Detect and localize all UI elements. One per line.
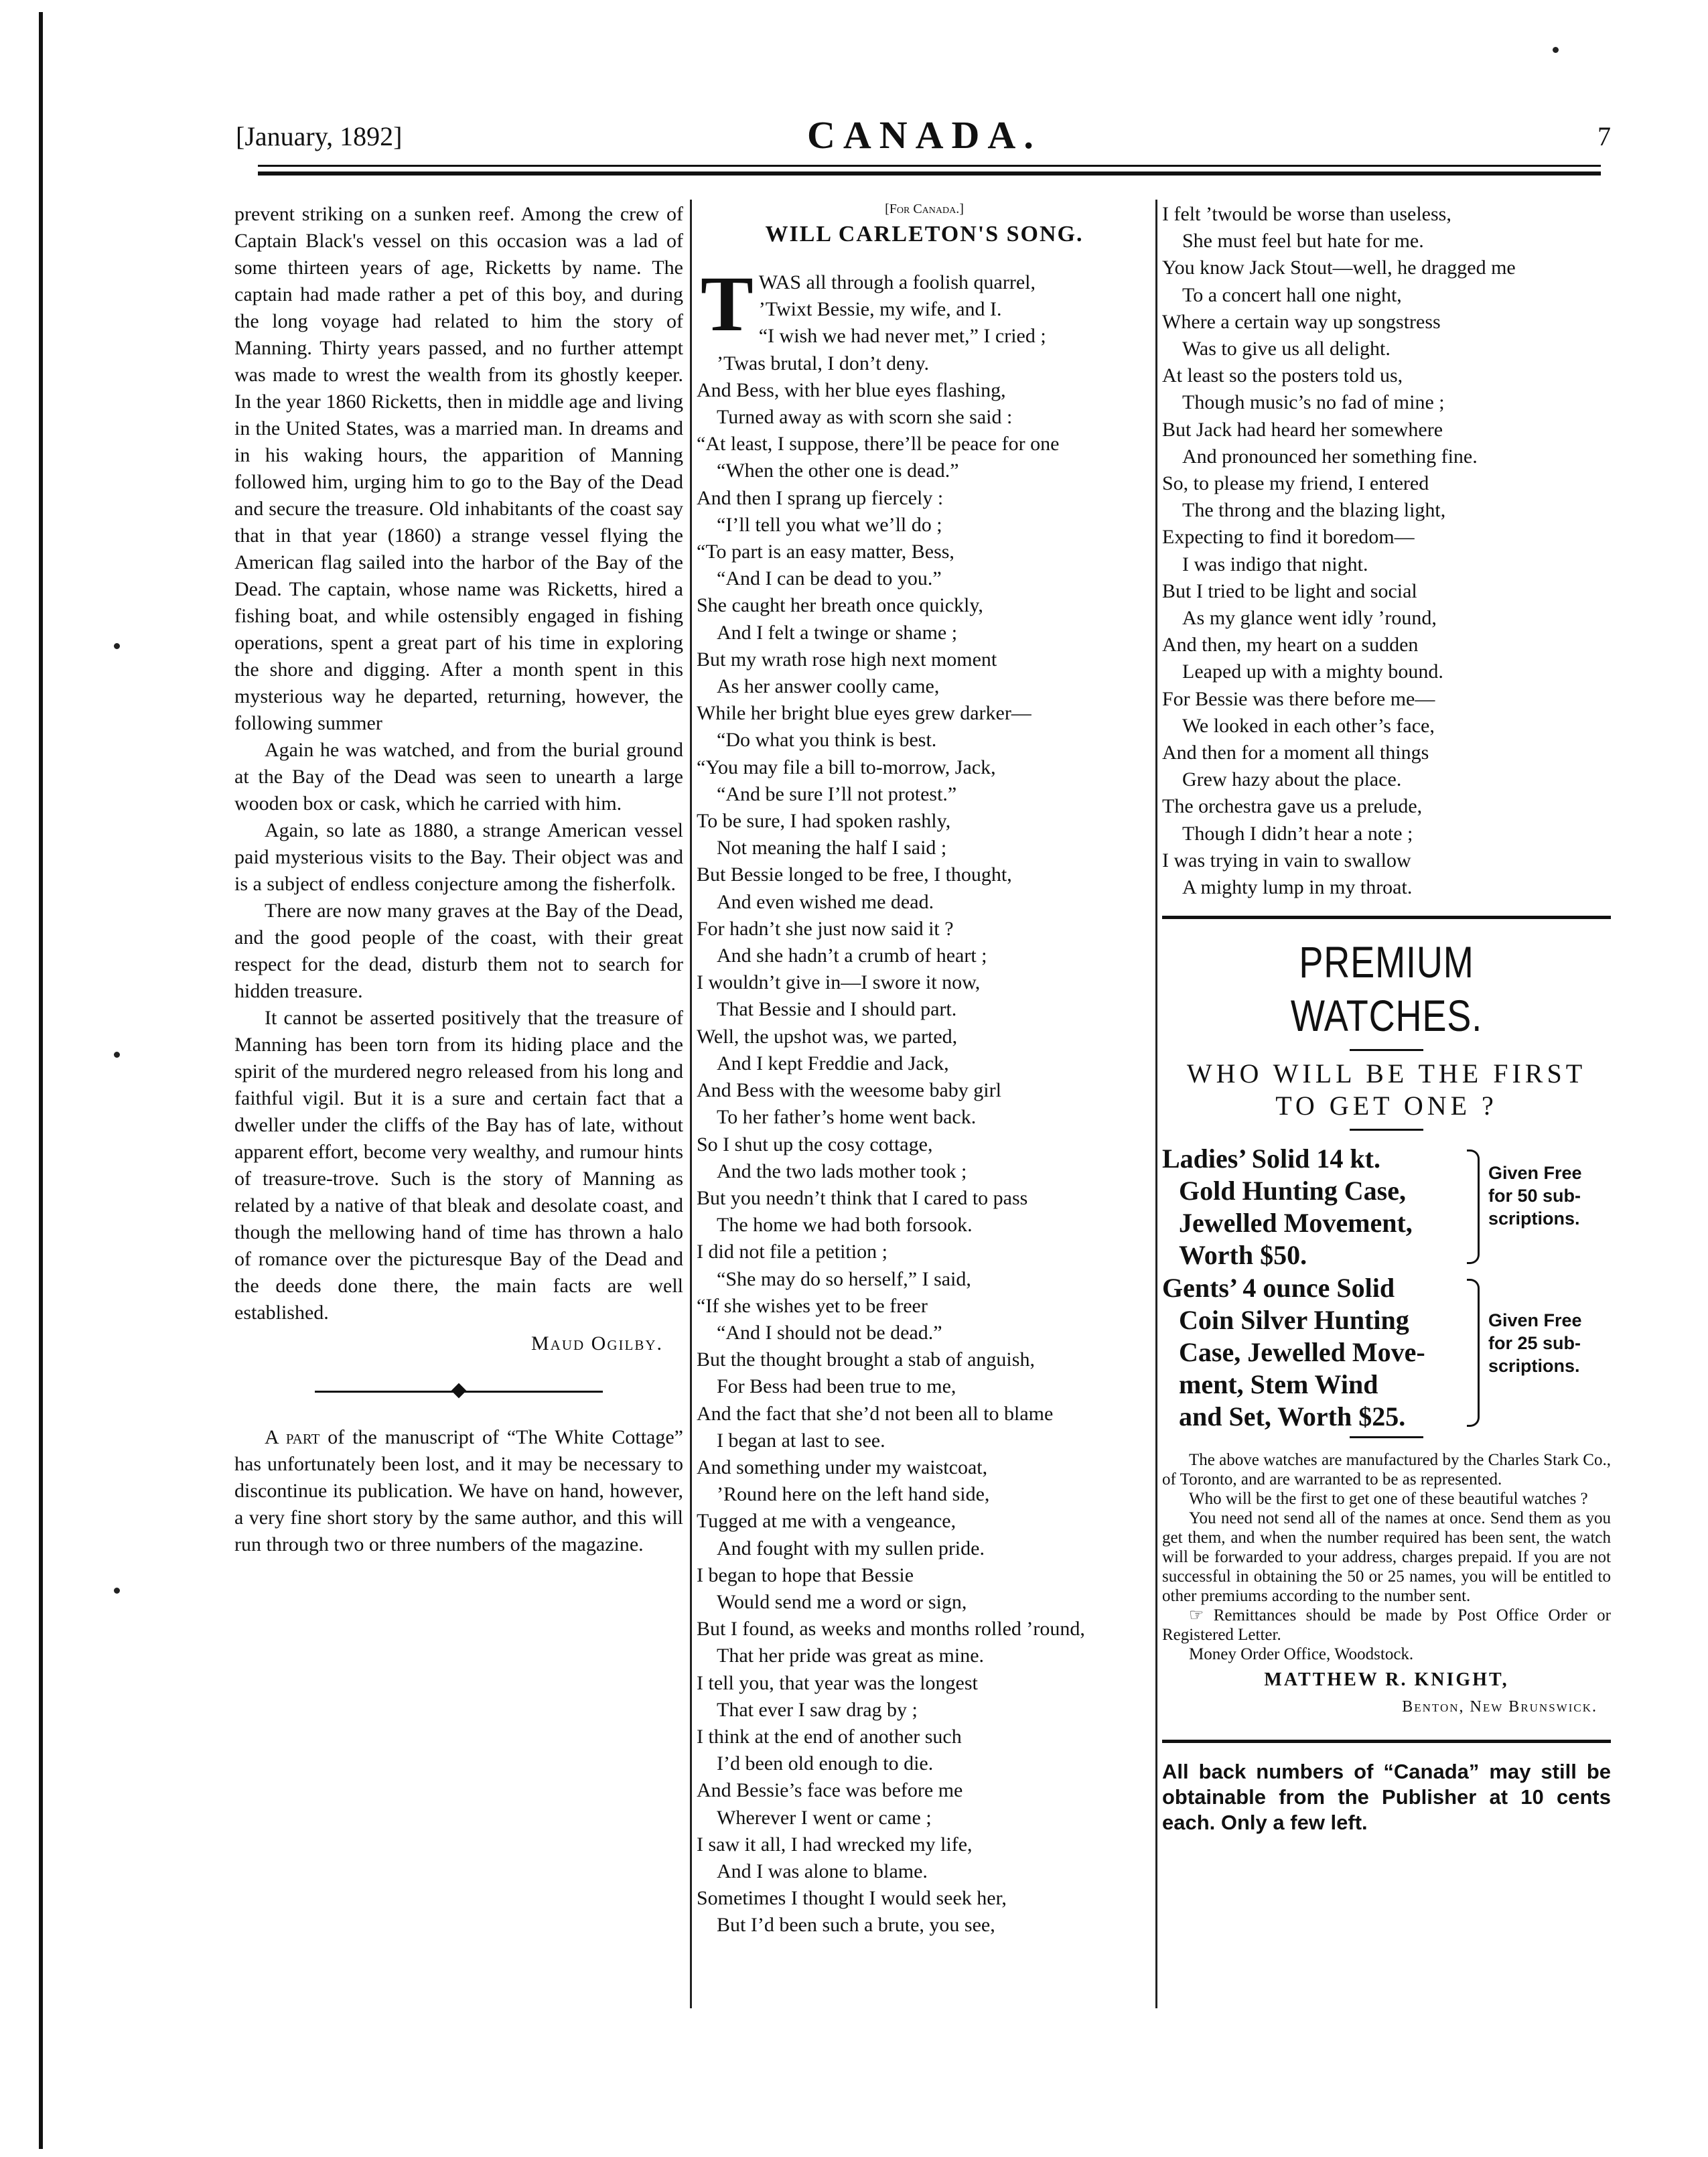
- poem-line: So, to please my friend, I entered: [1162, 472, 1429, 495]
- author-signature: Maud Ogilby.: [531, 1332, 663, 1354]
- poem-line: Sometimes I thought I would seek her,: [697, 1887, 1007, 1910]
- poem-line: ’Twixt Bessie, my wife, and I.: [758, 298, 1002, 321]
- drop-cap: T: [701, 260, 754, 348]
- speck: [114, 1052, 120, 1058]
- ad-body: [1162, 1450, 1611, 1664]
- terms-line: Given Free: [1488, 1163, 1582, 1184]
- poem-line: And fought with my sullen pride.: [717, 1537, 985, 1559]
- poem-line: Well, the upshot was, we parted,: [697, 1025, 958, 1048]
- poem-line: Would send me a word or sign,: [717, 1590, 967, 1613]
- right-column: [1162, 201, 1611, 1835]
- poem-line: For hadn’t she just now said it ?: [697, 917, 954, 940]
- poem-line: “If she wishes yet to be freer: [697, 1294, 928, 1317]
- offer-line: ment, Stem Wind: [1179, 1369, 1378, 1400]
- poem-line: And pronounced her something fine.: [1182, 445, 1478, 468]
- poem-line: As my glance went idly ’round,: [1182, 607, 1437, 630]
- ad-paragraph: Who will be the first to get one of these beautiful watches ?: [1189, 1490, 1588, 1509]
- article-paragraph: There are now many graves at the Bay of the Dead, and the good people of the coast, with their great respect for the dead, disturb them not to search for hidden treasure.: [234, 900, 683, 1002]
- editorial-notice: [234, 1424, 683, 1558]
- poem-line: Though music’s no fad of mine ;: [1182, 391, 1445, 414]
- poem-line: The orchestra gave us a prelude,: [1162, 795, 1423, 818]
- short-rule: [1350, 1436, 1423, 1438]
- ad-heading: PREMIUM WATCHES.: [1290, 937, 1483, 1041]
- offer-terms: [1488, 1162, 1616, 1230]
- poem-line: As her answer coolly came,: [717, 675, 940, 698]
- poem-line: For Bessie was there before me—: [1162, 687, 1435, 710]
- offer-line: Worth $50.: [1179, 1240, 1307, 1271]
- poem-line: I was indigo that night.: [1182, 553, 1368, 575]
- page-number: 7: [1597, 121, 1611, 151]
- left-column: [234, 201, 683, 1558]
- brace: [1467, 1279, 1480, 1427]
- poem-line: And she hadn’t a crumb of heart ;: [717, 945, 987, 967]
- poem-line: ’Twas brutal, I don’t deny.: [717, 352, 929, 374]
- poem-line: Turned away as with scorn she said :: [717, 406, 1013, 429]
- poem-line: Grew hazy about the place.: [1182, 768, 1402, 791]
- poem-line: I saw it all, I had wrecked my life,: [697, 1833, 973, 1856]
- ornament-divider: [234, 1384, 683, 1397]
- column-divider: [1155, 200, 1157, 2008]
- issue-date: [January, 1892]: [236, 121, 403, 151]
- poem-line: Though I didn’t hear a note ;: [1182, 822, 1413, 845]
- terms-line: for 25 sub-: [1488, 1333, 1581, 1354]
- offer-description: [1162, 1143, 1477, 1271]
- offer-description: [1162, 1272, 1477, 1433]
- poem-line: I was trying in vain to swallow: [1162, 849, 1411, 872]
- poem-line: But Jack had heard her somewhere: [1162, 418, 1443, 441]
- ad-subheading: WHO WILL BE THE FIRST: [1186, 1058, 1587, 1089]
- poem-line: And I was alone to blame.: [717, 1860, 928, 1882]
- terms-line: scriptions.: [1488, 1208, 1580, 1229]
- poem-line: I began to hope that Bessie: [697, 1563, 914, 1586]
- header-rule: [258, 165, 1601, 167]
- poem-line: You know Jack Stout—well, he dragged me: [1162, 257, 1516, 279]
- offer-line: Gents’ 4 ounce Solid: [1162, 1273, 1395, 1304]
- terms-line: for 50 sub-: [1488, 1186, 1581, 1206]
- speck: [114, 1588, 120, 1594]
- poem-line: “She may do so herself,” I said,: [717, 1267, 971, 1290]
- article-paragraph: Again, so late as 1880, a strange American vessel paid mysterious visits to the Bay. Their object was and is a subject of endless conjecture among the fisherfolk.: [234, 819, 683, 895]
- section-rule: [1162, 1740, 1611, 1743]
- poem-line: I felt ’twould be worse than useless,: [1162, 203, 1451, 225]
- ad-paragraph: You need not send all of the names at once. Send them as you get them, and when the number required has been sent, the watch will be forwarded to your address, charges prepaid. If you are not successful in obtaining the 50 or 25 names, you will be entitled to other premiums according to the number sent.: [1162, 1509, 1611, 1606]
- poem-line: To be sure, I had spoken rashly,: [697, 810, 951, 833]
- back-issues-notice: All back numbers of “Canada” may still be obtainable from the Publisher at 10 cents each. Only a few left.: [1162, 1759, 1611, 1834]
- poem-line: To her father’s home went back.: [717, 1106, 977, 1129]
- poem-line: But I’d been such a brute, you see,: [717, 1914, 995, 1937]
- speck: [114, 643, 120, 649]
- poem-line: I did not file a petition ;: [697, 1241, 887, 1263]
- poem-line: And the two lads mother took ;: [717, 1160, 967, 1182]
- column-divider: [690, 200, 692, 2008]
- poem-line: To a concert hall one night,: [1182, 283, 1402, 306]
- watch-offer-ladies: [1162, 1143, 1611, 1271]
- offer-line: Coin Silver Hunting: [1179, 1305, 1409, 1336]
- poem-line: I wouldn’t give in—I swore it now,: [697, 971, 981, 994]
- poem-line: I’d been old enough to die.: [717, 1752, 934, 1775]
- poem-line: And Bess, with her blue eyes flashing,: [697, 378, 1006, 401]
- poem-line: A mighty lump in my throat.: [1182, 876, 1413, 899]
- poem-continued: [1162, 201, 1611, 901]
- poem-line: But you needn’t think that I cared to pass: [697, 1186, 1028, 1209]
- poem-line: “And be sure I’ll not protest.”: [717, 782, 957, 805]
- poem-line: So I shut up the cosy cottage,: [697, 1133, 933, 1156]
- ad-subheading: TO GET ONE ?: [1275, 1091, 1498, 1121]
- watch-offer-gents: [1162, 1272, 1611, 1430]
- offer-line: Case, Jewelled Move-: [1179, 1337, 1425, 1368]
- middle-column: [697, 201, 1152, 1939]
- poem-line: That ever I saw drag by ;: [717, 1698, 918, 1721]
- binding-edge: [39, 12, 43, 2149]
- poem-line: “To part is an easy matter, Bess,: [697, 541, 954, 563]
- poem-line: “When the other one is dead.”: [717, 460, 959, 482]
- publisher-name: MATTHEW R. KNIGHT,: [1264, 1669, 1509, 1691]
- publisher-place: Benton, New Brunswick.: [1402, 1698, 1597, 1716]
- poem-line: Leaped up with a mighty bound.: [1182, 660, 1443, 683]
- short-rule: [1350, 1129, 1423, 1131]
- poem-line: Expecting to find it boredom—: [1162, 526, 1415, 549]
- poem-line: At least so the posters told us,: [1162, 364, 1403, 387]
- offer-line: and Set, Worth $25.: [1179, 1401, 1406, 1432]
- poem-line: “I wish we had never met,” I cried ;: [758, 325, 1046, 348]
- poem-line: And I kept Freddie and Jack,: [717, 1052, 949, 1074]
- poem-line: And then, my heart on a sudden: [1162, 634, 1419, 656]
- poem-line: ’Round here on the left hand side,: [717, 1483, 990, 1506]
- brace: [1467, 1150, 1480, 1264]
- ad-paragraph: ☞ Remittances should be made by Post Office Order or Registered Letter.: [1162, 1606, 1611, 1645]
- short-rule: [1350, 1049, 1423, 1051]
- poem: [697, 260, 1152, 1939]
- masthead-title: CANADA.: [807, 113, 1042, 157]
- poem-line: That her pride was great as mine.: [717, 1645, 985, 1667]
- poem-line: I tell you, that year was the longest: [697, 1671, 978, 1694]
- section-rule: [1162, 916, 1611, 919]
- poem-line: And then I sprang up fiercely :: [697, 486, 944, 509]
- poem-line: “I’ll tell you what we’ll do ;: [717, 513, 942, 536]
- poem-line: She caught her breath once quickly,: [697, 594, 983, 617]
- poem-line: The throng and the blazing light,: [1182, 499, 1446, 522]
- offer-terms: [1488, 1309, 1616, 1377]
- poem-line: The home we had both forsook.: [717, 1214, 973, 1237]
- article-paragraph: Again he was watched, and from the burial ground at the Bay of the Dead was seen to unearth a large wooden box or cask, which he carried with him.: [234, 739, 683, 815]
- offer-line: Jewelled Movement,: [1179, 1208, 1413, 1239]
- poem-line: She must feel but hate for me.: [1182, 230, 1424, 253]
- poem-line: WAS all through a foolish quarrel,: [758, 271, 1036, 293]
- poem-line: “Do what you think is best.: [717, 729, 937, 752]
- poem-line: “And I can be dead to you.”: [717, 567, 942, 590]
- offer-line: Ladies’ Solid 14 kt.: [1162, 1143, 1380, 1174]
- attribution-line: [For Canada.]: [885, 202, 964, 216]
- poem-line: But the thought brought a stab of anguish,: [697, 1348, 1035, 1371]
- poem-line: While her bright blue eyes grew darker—: [697, 702, 1031, 725]
- poem-line: And even wished me dead.: [717, 890, 934, 913]
- ad-paragraph: The above watches are manufactured by the Charles Stark Co., of Toronto, and are warranted to be as represented.: [1162, 1451, 1611, 1489]
- poem-title: WILL CARLETON'S SONG.: [765, 222, 1084, 247]
- poem-line: Was to give us all delight.: [1182, 338, 1391, 360]
- poem-line: But I tried to be light and social: [1162, 579, 1417, 602]
- terms-line: Given Free: [1488, 1310, 1582, 1331]
- poem-line: “You may file a bill to-morrow, Jack,: [697, 756, 996, 778]
- poem-line: And I felt a twinge or shame ;: [717, 621, 958, 644]
- poem-line: And something under my waistcoat,: [697, 1456, 988, 1478]
- poem-line: Where a certain way up songstress: [1162, 310, 1441, 333]
- poem-line: But I found, as weeks and months rolled ’round,: [697, 1618, 1085, 1641]
- poem-line: I began at last to see.: [717, 1429, 885, 1452]
- offer-line: Gold Hunting Case,: [1179, 1176, 1406, 1206]
- poem-line: I think at the end of another such: [697, 1725, 962, 1748]
- article-paragraph: prevent striking on a sunken reef. Among the crew of Captain Black's vessel on this occasion was a lad of some thirteen years of age, Ricketts by name. The captain had made rather a pet of this boy, and during the long voyage had related to him the story of Manning. Thirty years passed, and no further attempt was made to wrest the wealth from its ghostly keeper. In the year 1860 Ricketts, then in middle age and living in the United States, was a married man. In dreams and in his waking hours, the apparition of Manning followed him, urging him to go to the Bay of the Dead and secure the treasure. Old inhabitants of the coast say that in that year (1860) a strange vessel flying the American flag sailed into the harbor of the Bay of the Dead. The captain, whose name was Ricketts, hired a fishing boat, and while ostensibly engaged in fishing operations, spent a great part of his time in exploring the shore and digging. After a month spent in this mysterious way he departed, returning, however, the following summer: [234, 203, 683, 734]
- poem-line: But Bessie longed to be free, I thought,: [697, 863, 1012, 886]
- poem-line: We looked in each other’s face,: [1182, 714, 1435, 737]
- poem-line: “At least, I suppose, there’ll be peace for one: [697, 433, 1060, 456]
- poem-line: Not meaning the half I said ;: [717, 837, 947, 859]
- poem-line: And the fact that she’d not been all to blame: [697, 1402, 1054, 1425]
- premium-watches-ad: [1162, 935, 1611, 1720]
- speck: [1553, 47, 1559, 53]
- poem-line: And Bess with the weesome baby girl: [697, 1079, 1001, 1102]
- ad-paragraph: Money Order Office, Woodstock.: [1189, 1645, 1414, 1664]
- article-paragraph: It cannot be asserted positively that the treasure of Manning has been torn from its hiding place and the spirit of the murdered negro released from his long and faithful vigil. But it is a sure and certain fact that a dweller under the cliffs of the Bay has of late, without apparent effort, become very wealthy, and rumour hints of treasure-trove. Such is the story of Manning as related by a native of that bleak and desolate coast, and though the mellowing hand of time has thrown a halo of romance over the picturesque Bay of the Dead and the deeds done there, the main facts are well established.: [234, 1007, 683, 1324]
- notice-lead: A part: [265, 1426, 320, 1448]
- notice-text: of the manuscript of “The White Cottage” has unfortunately been lost, and it may be necessary to discontinue its publication. We have on hand, however, a very fine short story by the same author, and this will run through two or three numbers of the magazine.: [234, 1426, 683, 1555]
- poem-line: But my wrath rose high next moment: [697, 648, 997, 671]
- poem-line: And Bessie’s face was before me: [697, 1779, 963, 1802]
- header-rule-thick: [258, 171, 1601, 176]
- terms-line: scriptions.: [1488, 1356, 1580, 1377]
- poem-line: That Bessie and I should part.: [717, 998, 957, 1021]
- poem-line: For Bess had been true to me,: [717, 1375, 956, 1398]
- poem-line: Tugged at me with a vengeance,: [697, 1510, 956, 1533]
- poem-line: Wherever I went or came ;: [717, 1806, 932, 1829]
- poem-line: And then for a moment all things: [1162, 742, 1429, 764]
- poem-line: “And I should not be dead.”: [717, 1321, 942, 1344]
